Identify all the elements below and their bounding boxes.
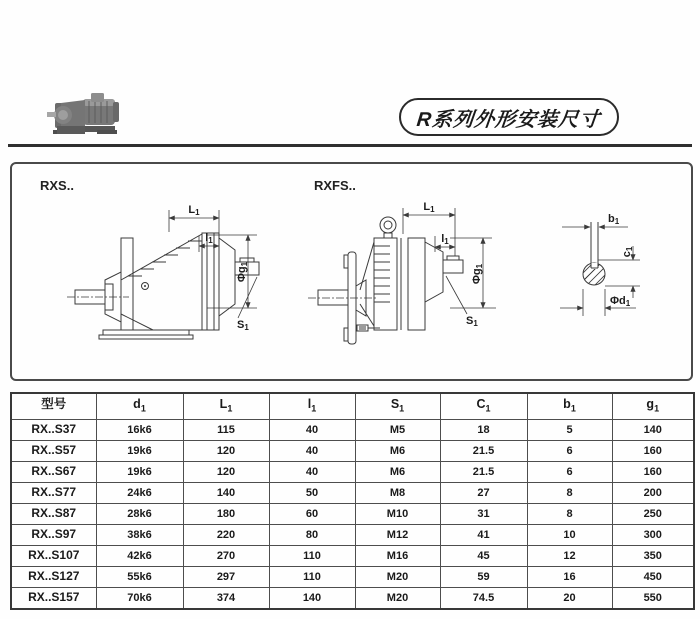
cell: 40 bbox=[269, 441, 355, 462]
dim-label-L1: L1 bbox=[423, 201, 435, 214]
cell: 40 bbox=[269, 420, 355, 441]
dim-label-S1: S1 bbox=[237, 319, 249, 332]
table-row bbox=[11, 483, 694, 504]
dim-label-phi-d1: Φd1 bbox=[610, 295, 631, 308]
cell: 110 bbox=[269, 567, 355, 588]
dim-label-c1: c1 bbox=[621, 246, 634, 258]
table-row bbox=[11, 588, 694, 610]
col-header-g1: $g_1$ bbox=[612, 393, 694, 420]
cell: 41 bbox=[440, 525, 527, 546]
cell: 140 bbox=[612, 420, 694, 441]
cell: 42k6 bbox=[96, 546, 183, 567]
cell: 70k6 bbox=[96, 588, 183, 610]
cell-model: RX..S97 bbox=[11, 525, 96, 546]
dim-label-phi-g1: Φg1 bbox=[236, 261, 249, 283]
dim-label-b1: b1 bbox=[608, 213, 620, 226]
cell-model: RX..S67 bbox=[11, 462, 96, 483]
cell: 220 bbox=[183, 525, 269, 546]
dim-label-l1: l1 bbox=[441, 233, 449, 246]
table-row bbox=[11, 420, 694, 441]
table-row bbox=[11, 567, 694, 588]
dim-label-S1: S1 bbox=[466, 315, 478, 328]
cell: 19k6 bbox=[96, 462, 183, 483]
cell: M12 bbox=[355, 525, 440, 546]
cell: 140 bbox=[269, 588, 355, 610]
header-divider bbox=[8, 144, 692, 147]
cell: 6 bbox=[527, 462, 612, 483]
gear-motor-photo bbox=[47, 90, 125, 136]
cell-model: RX..S87 bbox=[11, 504, 96, 525]
cell: 31 bbox=[440, 504, 527, 525]
cell: 350 bbox=[612, 546, 694, 567]
cell: 8 bbox=[527, 504, 612, 525]
cell: M5 bbox=[355, 420, 440, 441]
cell: 180 bbox=[183, 504, 269, 525]
gear-motor-illustration bbox=[47, 93, 119, 134]
page-title-badge bbox=[399, 98, 619, 136]
col-header-d1: $d_1$ bbox=[96, 393, 183, 420]
cell: 45 bbox=[440, 546, 527, 567]
cell: 59 bbox=[440, 567, 527, 588]
cell: 5 bbox=[527, 420, 612, 441]
cell: 74.5 bbox=[440, 588, 527, 610]
cell: M20 bbox=[355, 567, 440, 588]
col-header-C1: $C_1$ bbox=[440, 393, 527, 420]
cell: 21.5 bbox=[440, 462, 527, 483]
cell: 60 bbox=[269, 504, 355, 525]
cell: M6 bbox=[355, 462, 440, 483]
cell: 300 bbox=[612, 525, 694, 546]
cell: 40 bbox=[269, 462, 355, 483]
cell: 20 bbox=[527, 588, 612, 610]
table-header-row bbox=[11, 393, 694, 420]
cell-model: RX..S157 bbox=[11, 588, 96, 610]
shaft-section-detail bbox=[548, 194, 698, 334]
cell: 16 bbox=[527, 567, 612, 588]
cell: 50 bbox=[269, 483, 355, 504]
col-header-model: 型号 bbox=[11, 393, 96, 420]
rxfs-dimensions bbox=[403, 201, 496, 328]
cell: 18 bbox=[440, 420, 527, 441]
cell-model: RX..S57 bbox=[11, 441, 96, 462]
cell: 8 bbox=[527, 483, 612, 504]
cell: 10 bbox=[527, 525, 612, 546]
dimension-table bbox=[10, 392, 695, 610]
drawing-label-rxs: RXS.. bbox=[40, 178, 74, 193]
cell: 200 bbox=[612, 483, 694, 504]
cell-model: RX..S77 bbox=[11, 483, 96, 504]
cell-model: RX..S37 bbox=[11, 420, 96, 441]
cell: M10 bbox=[355, 504, 440, 525]
rxs-outline-drawing bbox=[57, 196, 287, 368]
cell: 38k6 bbox=[96, 525, 183, 546]
cell: 160 bbox=[612, 441, 694, 462]
cell: 6 bbox=[527, 441, 612, 462]
rxfs-outline-drawing bbox=[300, 190, 515, 372]
cell: 19k6 bbox=[96, 441, 183, 462]
cell-model: RX..S107 bbox=[11, 546, 96, 567]
cell: 55k6 bbox=[96, 567, 183, 588]
table-row bbox=[11, 441, 694, 462]
cell: 80 bbox=[269, 525, 355, 546]
cell: 270 bbox=[183, 546, 269, 567]
cell: 297 bbox=[183, 567, 269, 588]
col-header-b1: $b_1$ bbox=[527, 393, 612, 420]
cell: 374 bbox=[183, 588, 269, 610]
cell: 21.5 bbox=[440, 441, 527, 462]
table-row bbox=[11, 525, 694, 546]
dim-label-phi-g1: Φg1 bbox=[471, 263, 484, 285]
col-header-l1: $l_1$ bbox=[269, 393, 355, 420]
cell-model: RX..S127 bbox=[11, 567, 96, 588]
drawing-panel bbox=[10, 162, 693, 381]
table-row bbox=[11, 462, 694, 483]
cell: 550 bbox=[612, 588, 694, 610]
cell: 27 bbox=[440, 483, 527, 504]
cell: M8 bbox=[355, 483, 440, 504]
cell: M6 bbox=[355, 441, 440, 462]
col-header-L1: $L_1$ bbox=[183, 393, 269, 420]
cell: 120 bbox=[183, 441, 269, 462]
cell: 16k6 bbox=[96, 420, 183, 441]
cell: 24k6 bbox=[96, 483, 183, 504]
table-row bbox=[11, 546, 694, 567]
cell: 28k6 bbox=[96, 504, 183, 525]
cell: 160 bbox=[612, 462, 694, 483]
shaft-section-body bbox=[578, 222, 612, 294]
drawing-label-rxfs: RXFS.. bbox=[314, 178, 356, 193]
cell: M20 bbox=[355, 588, 440, 610]
page-title: R系列外形安装尺寸 bbox=[415, 108, 602, 131]
cell: 110 bbox=[269, 546, 355, 567]
col-header-S1: $S_1$ bbox=[355, 393, 440, 420]
cell: M16 bbox=[355, 546, 440, 567]
rxs-dimensions bbox=[169, 204, 257, 332]
cell: 140 bbox=[183, 483, 269, 504]
cell: 250 bbox=[612, 504, 694, 525]
dim-label-L1: L1 bbox=[188, 204, 200, 217]
dim-label-l1: l1 bbox=[205, 232, 213, 245]
cell: 120 bbox=[183, 462, 269, 483]
rxfs-body bbox=[308, 217, 463, 344]
cell: 450 bbox=[612, 567, 694, 588]
rxs-body bbox=[67, 233, 259, 339]
table-row bbox=[11, 504, 694, 525]
cell: 12 bbox=[527, 546, 612, 567]
cell: 115 bbox=[183, 420, 269, 441]
